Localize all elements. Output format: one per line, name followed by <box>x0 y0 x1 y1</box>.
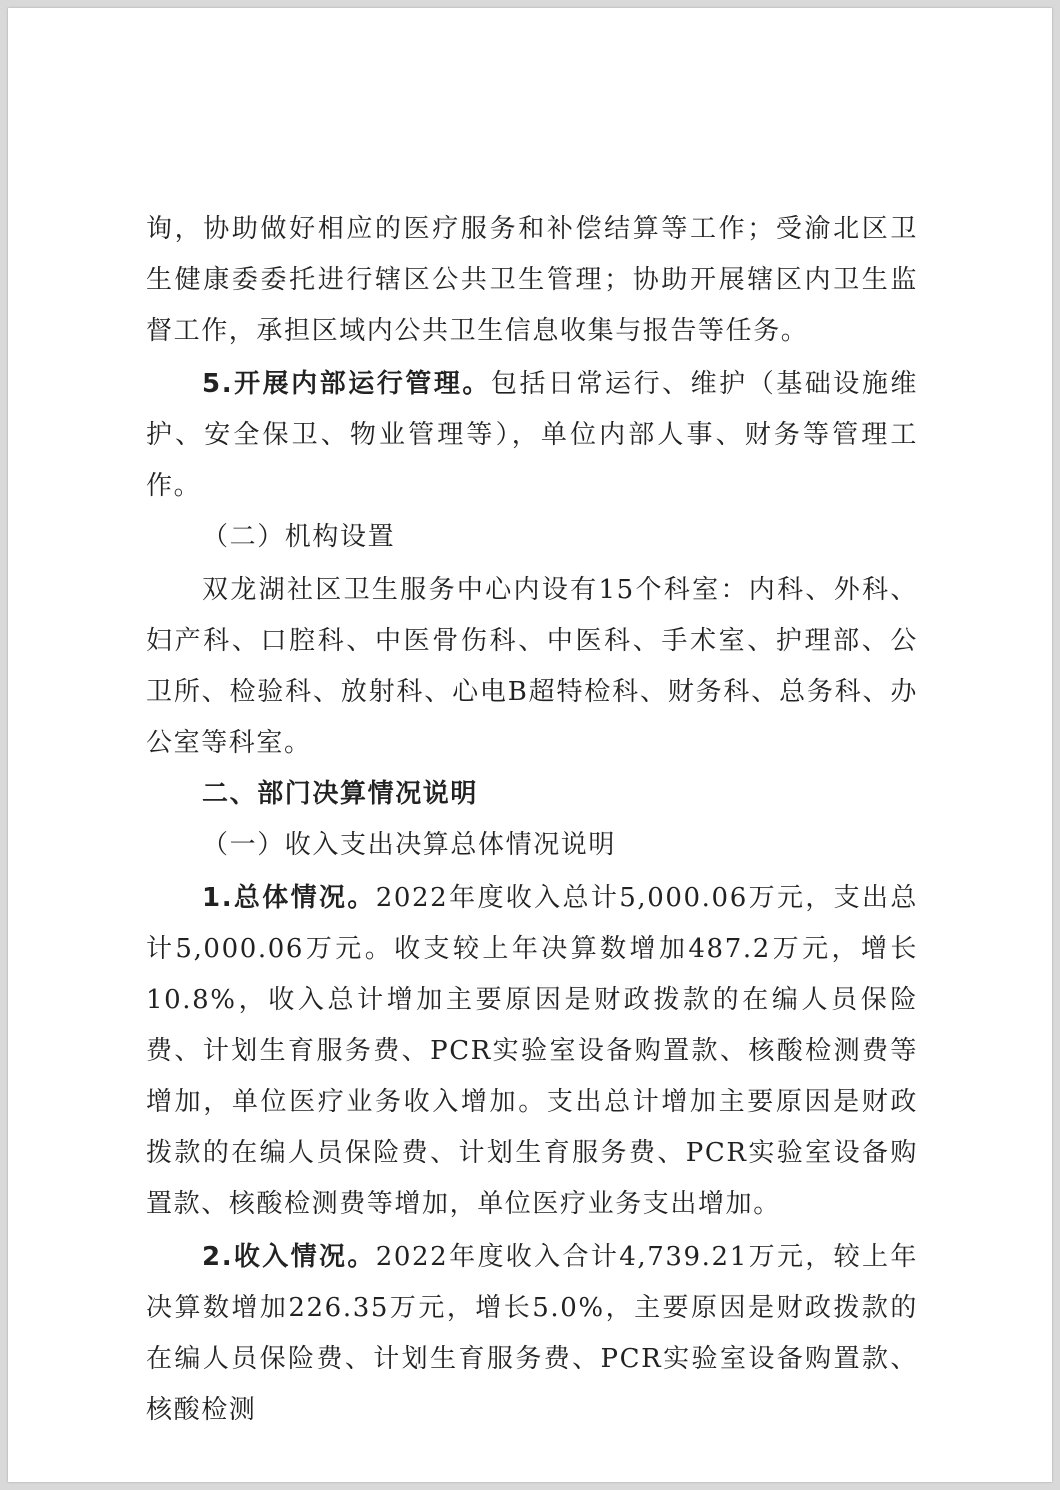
heading-section-two: 二、部门决算情况说明 <box>202 779 479 809</box>
paragraph-income <box>146 1232 918 1436</box>
paragraph-lead: 5.开展内部运行管理。 <box>202 369 491 399</box>
heading-organization: （二）机构设置 <box>202 522 396 552</box>
paragraph-lead: 2.收入情况。 <box>202 1242 376 1272</box>
document-body <box>146 204 918 1436</box>
heading-overall-summary: （一）收入支出决算总体情况说明 <box>202 830 617 860</box>
document-page <box>8 8 1052 1482</box>
paragraph-text: 2022年度收入总计5,000.06万元，支出总计5,000.06万元。收支较上年决算数增加487.2万元，增长10.8%，收入总计增加主要原因是财政拨款的在编人员保险费、计划生育服务费、PCR实验室设备购置款、核酸检测费等增加，单位医疗业务收入增加。支出总计增加主要原因是财政拨款的在编人员保险费、计划生育服务费、PCR实验室设备购置款、核酸检测费等增加，单位医疗业务支出增加。 <box>146 883 918 1219</box>
paragraph-text: 包括日常运行、维护（基础设施维护、安全保卫、物业管理等），单位内部人事、财务等管理工作。 <box>146 369 918 501</box>
paragraph-continuation: 询，协助做好相应的医疗服务和补偿结算等工作；受渝北区卫生健康委委托进行辖区公共卫生管理；协助开展辖区内卫生监督工作，承担区域内公共卫生信息收集与报告等任务。 <box>146 214 918 346</box>
paragraph-text: 2022年度收入合计4,739.21万元，较上年决算数增加226.35万元，增长5.0%，主要原因是财政拨款的在编人员保险费、计划生育服务费、PCR实验室设备购置款、核酸检测 <box>146 1242 918 1425</box>
paragraph-internal-management <box>146 359 918 512</box>
paragraph-lead: 1.总体情况。 <box>202 883 376 913</box>
paragraph-overall <box>146 873 918 1230</box>
paragraph-departments: 双龙湖社区卫生服务中心内设有15个科室：内科、外科、妇产科、口腔科、中医骨伤科、中医科、手术室、护理部、公卫所、检验科、放射科、心电B超特检科、财务科、总务科、办公室等科室。 <box>146 575 918 758</box>
